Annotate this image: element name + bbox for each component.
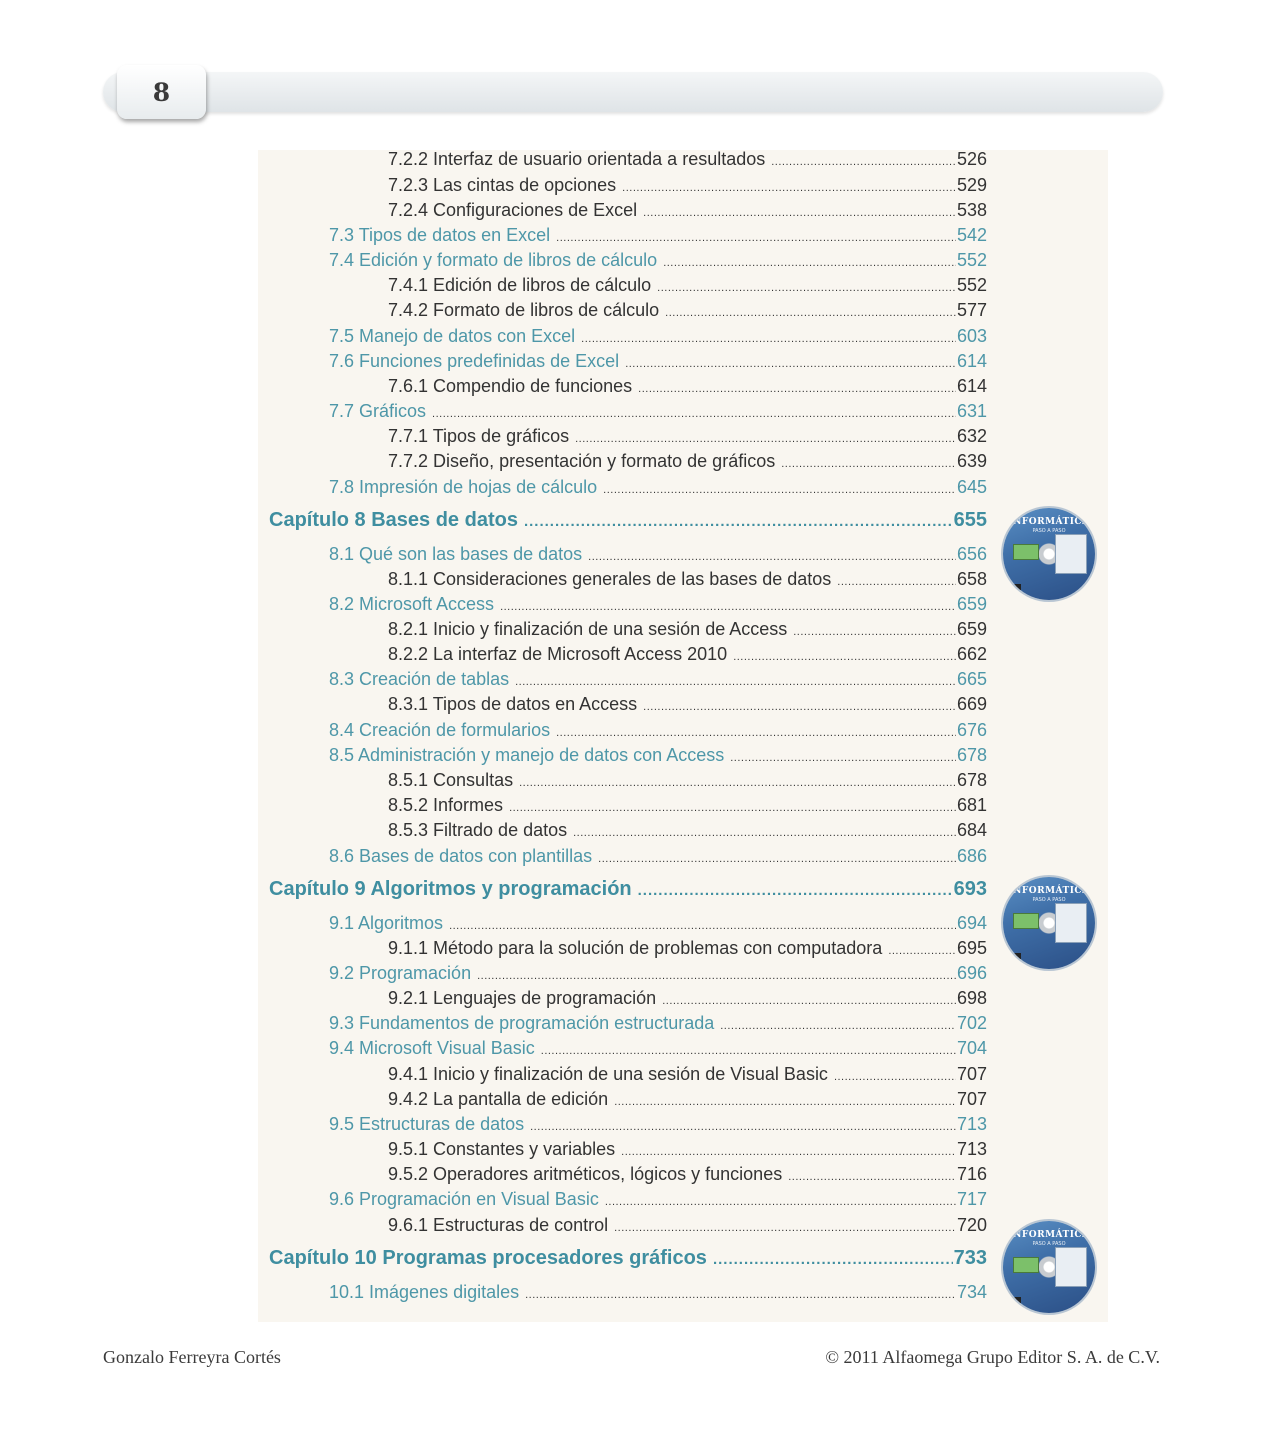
- toc-entry-page: 631: [956, 401, 987, 421]
- toc-entry-page: 538: [956, 200, 987, 220]
- toc-subsection-entry: [388, 693, 987, 718]
- toc-entry-title: 8.5.1 Consultas: [388, 770, 514, 790]
- toc-leader-dots: [614, 1214, 956, 1239]
- toc-subsection-entry: [388, 618, 987, 643]
- toc-entry-title: 7.2.3 Las cintas de opciones: [388, 175, 617, 195]
- toc-entry-title: 9.5.1 Constantes y variables: [388, 1139, 616, 1159]
- toc-entry-page: 681: [956, 795, 987, 815]
- toc-entry-page: 684: [956, 820, 987, 840]
- toc-entry-page: 716: [956, 1164, 987, 1184]
- toc-entry-page: 717: [956, 1189, 987, 1209]
- footer-author: Gonzalo Ferreyra Cortés: [103, 1347, 281, 1367]
- toc-leader-dots: [519, 769, 956, 794]
- toc-entry-title: 8.6 Bases de datos con plantillas: [329, 846, 593, 866]
- toc-entry-page: 686: [956, 846, 987, 866]
- toc-entry-page: 676: [956, 720, 987, 740]
- toc-entry-page: 639: [956, 451, 987, 471]
- toc-subsection-entry: [388, 819, 987, 844]
- toc-entry-page: 552: [956, 250, 987, 270]
- toc-leader-dots: [605, 1188, 956, 1213]
- toc-subsection-entry: [388, 794, 987, 819]
- toc-subsection-entry: [388, 1163, 987, 1188]
- toc-entry-title: Capítulo 10 Programas procesadores gráficos: [269, 1247, 707, 1269]
- header-bar: [103, 72, 1163, 112]
- toc-leader-dots: [713, 1245, 953, 1273]
- toc-entry-page: 702: [956, 1013, 987, 1033]
- cd-title: INFORMÁTICA: [1008, 517, 1090, 527]
- toc-subsection-entry: [388, 987, 987, 1012]
- toc-entry-page: 662: [956, 644, 987, 664]
- toc-entry-title: 7.2.4 Configuraciones de Excel: [388, 200, 638, 220]
- toc-leader-dots: [477, 962, 956, 987]
- toc-leader-dots: [556, 719, 956, 744]
- toc-entry-title: 7.7.1 Tipos de gráficos: [388, 426, 570, 446]
- toc-entry-title: Capítulo 8 Bases de datos: [269, 509, 518, 531]
- toc-entry-page: 632: [956, 426, 987, 446]
- toc-entry-page: 678: [956, 770, 987, 790]
- toc-entry-title: 7.8 Impresión de hojas de cálculo: [329, 477, 598, 497]
- toc-entry-page: 659: [956, 619, 987, 639]
- toc-section-entry: [329, 962, 987, 987]
- toc-entry-title: 8.1 Qué son las bases de datos: [329, 544, 583, 564]
- toc-subsection-entry: [388, 1138, 987, 1163]
- toc-entry-title: 7.3 Tipos de datos en Excel: [329, 225, 551, 245]
- toc-chapter-entry: [269, 876, 987, 904]
- toc-entry-title: 9.3 Fundamentos de programación estructurada: [329, 1013, 715, 1033]
- toc-entry-page: 734: [956, 1282, 987, 1302]
- toc-section-entry: [329, 1281, 987, 1306]
- toc-entry-title: 9.6 Programación en Visual Basic: [329, 1189, 599, 1209]
- toc-leader-dots: [500, 593, 956, 618]
- toc-leader-dots: [449, 912, 956, 937]
- toc-entry-page: 552: [956, 275, 987, 295]
- toc-entry-page: 669: [956, 694, 987, 714]
- toc-leader-dots: [603, 476, 956, 501]
- cd-subtitle: PASO A PASO: [1032, 528, 1066, 534]
- toc-leader-dots: [530, 1113, 956, 1138]
- toc-entry-page: 678: [956, 745, 987, 765]
- toc-entry-page: 665: [956, 669, 987, 689]
- cd-disc-icon: [1003, 508, 1095, 600]
- toc-subsection-entry: [388, 425, 987, 450]
- toc-entry-page: 713: [956, 1114, 987, 1134]
- toc-section-entry: [329, 1037, 987, 1062]
- toc-leader-dots: [556, 224, 956, 249]
- toc-section-entry: [329, 249, 987, 274]
- toc-entry-title: 9.5 Estructuras de datos: [329, 1114, 525, 1134]
- toc-section-entry: [329, 1113, 987, 1138]
- toc-leader-dots: [837, 568, 956, 593]
- toc-leader-dots: [638, 375, 956, 400]
- cd-disc-icon: [1003, 1221, 1095, 1313]
- toc-leader-dots: [733, 643, 956, 668]
- toc-entry-title: 7.5 Manejo de datos con Excel: [329, 326, 576, 346]
- cd-disc-icon: [1003, 877, 1095, 969]
- toc-entry-title: 9.1.1 Método para la solución de problemas con computadora: [388, 938, 883, 958]
- cd-title: INFORMÁTICA: [1008, 886, 1090, 896]
- toc-entry-page: 655: [953, 509, 987, 531]
- toc-entry-page: 603: [956, 326, 987, 346]
- toc-leader-dots: [662, 987, 956, 1012]
- toc-subsection-entry: [388, 1063, 987, 1088]
- toc-entry-title: 7.2.2 Interfaz de usuario orientada a resultados: [388, 149, 766, 169]
- toc-leader-dots: [793, 618, 956, 643]
- toc-subsection-entry: [388, 299, 987, 324]
- toc-leader-dots: [525, 1281, 956, 1306]
- toc-entry-page: 720: [956, 1215, 987, 1235]
- toc-entry-page: 707: [956, 1064, 987, 1084]
- toc-leader-dots: [515, 668, 956, 693]
- toc-entry-title: 7.6 Funciones predefinidas de Excel: [329, 351, 620, 371]
- toc-entry-title: 7.4.1 Edición de libros de cálculo: [388, 275, 652, 295]
- toc-leader-dots: [581, 325, 956, 350]
- toc-entry-page: 695: [956, 938, 987, 958]
- toc-leader-dots: [771, 148, 956, 173]
- toc-entry-title: 9.4 Microsoft Visual Basic: [329, 1038, 535, 1058]
- toc-section-entry: [329, 400, 987, 425]
- toc-subsection-entry: [388, 937, 987, 962]
- toc-section-entry: [329, 224, 987, 249]
- toc-entry-title: 9.1 Algoritmos: [329, 913, 444, 933]
- toc-entry-title: 8.5.3 Filtrado de datos: [388, 820, 568, 840]
- toc-leader-dots: [598, 845, 956, 870]
- toc-leader-dots: [614, 1088, 956, 1113]
- toc-leader-dots: [622, 174, 956, 199]
- toc-section-entry: [329, 1012, 987, 1037]
- toc-entry-page: 645: [956, 477, 987, 497]
- toc-entry-title: 8.5 Administración y manejo de datos con Access: [329, 745, 725, 765]
- toc-subsection-entry: [388, 769, 987, 794]
- toc-section-entry: [329, 593, 987, 618]
- toc-entry-page: 526: [956, 149, 987, 169]
- toc-entry-page: 704: [956, 1038, 987, 1058]
- toc-entry-page: 656: [956, 544, 987, 564]
- page-number: 8: [152, 77, 171, 107]
- toc-section-entry: [329, 744, 987, 769]
- toc-entry-title: 8.4 Creación de formularios: [329, 720, 551, 740]
- toc-subsection-entry: [388, 274, 987, 299]
- toc-entry-title: 8.3.1 Tipos de datos en Access: [388, 694, 638, 714]
- toc-entry-title: 9.2 Programación: [329, 963, 472, 983]
- toc-section-entry: [329, 1188, 987, 1213]
- toc-section-entry: [329, 845, 987, 870]
- toc-subsection-entry: [388, 148, 987, 173]
- toc-leader-dots: [888, 937, 956, 962]
- toc-entry-title: 7.6.1 Compendio de funciones: [388, 376, 633, 396]
- toc-entry-title: 8.3 Creación de tablas: [329, 669, 510, 689]
- toc-section-entry: [329, 912, 987, 937]
- toc-entry-page: 659: [956, 594, 987, 614]
- toc-entry-title: 8.5.2 Informes: [388, 795, 504, 815]
- toc-leader-dots: [643, 693, 956, 718]
- toc-entry-page: 542: [956, 225, 987, 245]
- toc-leader-dots: [643, 199, 956, 224]
- toc-leader-dots: [588, 543, 956, 568]
- toc-entry-page: 658: [956, 569, 987, 589]
- cd-subtitle: PASO A PASO: [1032, 897, 1066, 903]
- toc-entry-title: 8.2.2 La interfaz de Microsoft Access 2010: [388, 644, 728, 664]
- toc-entry-title: 8.2.1 Inicio y finalización de una sesión de Access: [388, 619, 788, 639]
- toc-entry-title: 9.4.2 La pantalla de edición: [388, 1089, 609, 1109]
- toc-subsection-entry: [388, 199, 987, 224]
- toc-entry-page: 577: [956, 300, 987, 320]
- toc-entry-title: 8.1.1 Consideraciones generales de las bases de datos: [388, 569, 832, 589]
- toc-leader-dots: [432, 400, 956, 425]
- toc-entry-page: 696: [956, 963, 987, 983]
- page-number-tab: [117, 65, 206, 119]
- toc-leader-dots: [524, 507, 953, 535]
- toc-leader-dots: [575, 425, 956, 450]
- toc-subsection-entry: [388, 375, 987, 400]
- toc-entry-page: 707: [956, 1089, 987, 1109]
- toc-section-entry: [329, 350, 987, 375]
- toc-leader-dots: [573, 819, 956, 844]
- toc-leader-dots: [663, 249, 956, 274]
- toc-section-entry: [329, 719, 987, 744]
- toc-leader-dots: [788, 1163, 956, 1188]
- toc-section-entry: [329, 668, 987, 693]
- toc-subsection-entry: [388, 1088, 987, 1113]
- toc-entry-title: 9.2.1 Lenguajes de programación: [388, 988, 657, 1008]
- toc-subsection-entry: [388, 1214, 987, 1239]
- toc-section-entry: [329, 476, 987, 501]
- toc-leader-dots: [621, 1138, 956, 1163]
- toc-entry-title: 9.6.1 Estructuras de control: [388, 1215, 609, 1235]
- toc-leader-dots: [781, 450, 956, 475]
- toc-leader-dots: [730, 744, 956, 769]
- toc-leader-dots: [665, 299, 956, 324]
- toc-chapter-entry: [269, 1245, 987, 1273]
- toc-entry-title: 7.4.2 Formato de libros de cálculo: [388, 300, 660, 320]
- toc-entry-title: 9.4.1 Inicio y finalización de una sesión de Visual Basic: [388, 1064, 828, 1084]
- toc-entry-page: 614: [956, 351, 987, 371]
- toc-chapter-entry: [269, 507, 987, 535]
- toc-entry-title: 9.5.2 Operadores aritméticos, lógicos y funciones: [388, 1164, 783, 1184]
- toc-subsection-entry: [388, 643, 987, 668]
- footer-copyright: © 2011 Alfaomega Grupo Editor S. A. de C.V.: [825, 1347, 1160, 1367]
- cd-subtitle: PASO A PASO: [1032, 1241, 1066, 1247]
- toc-entry-title: 10.1 Imágenes digitales: [329, 1282, 520, 1302]
- toc-leader-dots: [657, 274, 956, 299]
- toc-entry-page: 713: [956, 1139, 987, 1159]
- toc-entry-page: 698: [956, 988, 987, 1008]
- toc-leader-dots: [834, 1063, 956, 1088]
- toc-subsection-entry: [388, 174, 987, 199]
- toc-entry-page: 529: [956, 175, 987, 195]
- toc-leader-dots: [638, 876, 953, 904]
- toc-leader-dots: [541, 1037, 956, 1062]
- toc-entry-page: 693: [953, 878, 987, 900]
- toc-subsection-entry: [388, 450, 987, 475]
- toc-entry-title: 8.2 Microsoft Access: [329, 594, 495, 614]
- toc-entry-page: 694: [956, 913, 987, 933]
- toc-entry-title: 7.4 Edición y formato de libros de cálculo: [329, 250, 658, 270]
- toc-leader-dots: [509, 794, 956, 819]
- toc-entry-title: 7.7 Gráficos: [329, 401, 427, 421]
- toc-subsection-entry: [388, 568, 987, 593]
- cd-title: INFORMÁTICA: [1008, 1230, 1090, 1240]
- toc-entry-page: 733: [953, 1247, 987, 1269]
- toc-section-entry: [329, 543, 987, 568]
- toc-entry-title: 7.7.2 Diseño, presentación y formato de gráficos: [388, 451, 776, 471]
- toc-entry-title: Capítulo 9 Algoritmos y programación: [269, 878, 632, 900]
- toc-section-entry: [329, 325, 987, 350]
- toc-leader-dots: [625, 350, 956, 375]
- toc-entry-page: 614: [956, 376, 987, 396]
- toc-leader-dots: [720, 1012, 956, 1037]
